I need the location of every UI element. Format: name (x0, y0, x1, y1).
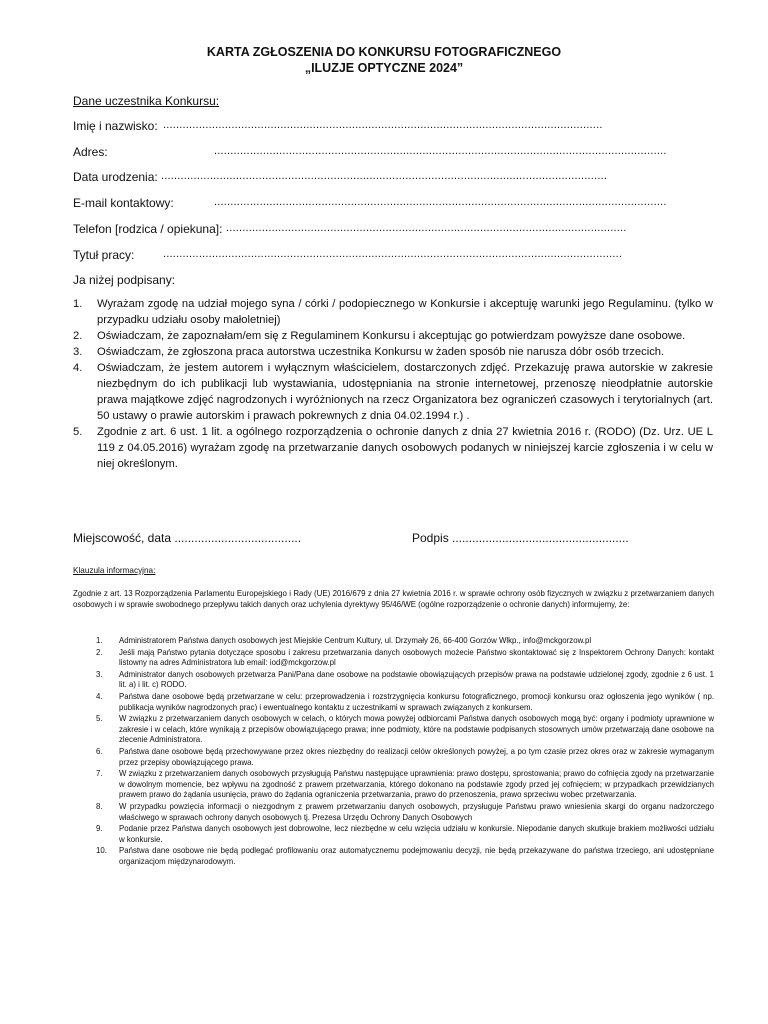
field-full-name-dots: ....................................................................................................................................... (163, 119, 603, 131)
field-work-title-label: Tytuł pracy: (73, 248, 135, 262)
signature-field[interactable]: Podpis ..................................................... (412, 531, 629, 545)
field-email-label: E-mail kontaktowy: (73, 196, 174, 210)
field-birth-date-dots: ......................................................................................................................................... (161, 170, 608, 182)
info-clause-title: Klauzula informacyjna: (73, 566, 156, 575)
info-clause-item: 1. Administratorem Państwa danych osobowych jest Miejskie Centrum Kultury, ul. Drzymały 26, 66-400 Gorzów Wlkp., info@mckgorzow.pl (96, 636, 592, 645)
field-full-name-label: Imię i nazwisko: (73, 119, 158, 133)
info-clause-item: 7. W związku z przetwarzaniem danych osobowych przysługują Państwu następujące uprawnienia: prawo dostępu, sprostowania; prawo do cofnięcia zgody na przetwarzanie w dowolnym momencie, bez wpływu na zgodność z prawem przetwarzania, którego dokonano na podstawie zgody przed jej cofnięciem; w przypadkach przewidzianych prawem prawo do żądania usunięcia, prawo do żądania ograniczenia przetwarzania, prawo do przenoszenia, prawo sprzeciwu wobec przetwarzania. (96, 769, 714, 800)
undersigned-intro: Ja niżej podpisany: (73, 273, 176, 287)
declarations-list (73, 296, 713, 472)
field-address-dots: ........................................................................................................................................... (214, 145, 667, 157)
place-date-field[interactable]: Miejscowość, data ...................................... (73, 531, 302, 545)
field-full-name[interactable] (73, 119, 603, 133)
field-work-title[interactable] (73, 248, 623, 262)
form-title-line1: KARTA ZGŁOSZENIA DO KONKURSU FOTOGRAFICZNEGO (206, 45, 562, 59)
declaration-item: 1. Wyrażam zgodę na udział mojego syna / córki / podopiecznego w Konkursie i akceptuję warunki jego Regulaminu. (tylko w przypadku udziału osoby małoletniej) (73, 298, 713, 326)
field-address[interactable] (73, 145, 667, 159)
field-phone-dots: ........................................................................................................................... (226, 222, 627, 234)
declaration-item: 2. Oświadczam, że zapoznałam/em się z Regulaminem Konkursu i akceptując go potwierdzam powyższe dane osobowe. (73, 330, 686, 342)
field-birth-date-label: Data urodzenia: (73, 170, 158, 184)
info-clause-item: 2. Jeśli mają Państwo pytania dotyczące sposobu i zakresu przetwarzania danych osobowych możecie Państwo skontaktować się z Inspektorem Ochrony Danych: kontakt listowny na adres Administratora lub email: iod@mckgorzow.pl (96, 647, 714, 668)
field-address-label: Adres: (73, 145, 108, 159)
field-email-dots: ........................................................................................................................................... (214, 196, 667, 208)
info-clause-item: 6. Państwa dane osobowe będą przechowywane przez okres niezbędny do realizacji celów określonych powyżej, a po tym czasie przez okres oraz w zakresie wymaganym przez przepisy obowiązującego prawa. (96, 746, 714, 767)
participant-data-heading: Dane uczestnika Konkursu: (73, 94, 220, 108)
info-clause-list (73, 636, 714, 868)
info-clause-item: 10. Państwa dane osobowe nie będą podlegać profilowaniu oraz automatycznemu podejmowaniu decyzji, nie będą przekazywane do państwa trzeciego, ani udostępniane organizacjom międzynarodowym. (96, 846, 714, 866)
field-birth-date[interactable] (73, 170, 608, 184)
info-clause-intro: Zgodnie z art. 13 Rozporządzenia Parlamentu Europejskiego i Rady (UE) 2016/679 z dnia 27 kwietnia 2016 r. w sprawie ochrony osób fizycznych w związku z przetwarzaniem danych osobowych i w sprawie swobodnego przepływu takich danych oraz uchylenia dyrektywy 95/46/WE (ogólne rozporządzenie o ochronie danych) informujemy, że: (73, 589, 714, 609)
field-phone[interactable] (73, 222, 627, 236)
field-work-title-dots: ............................................................................................................................................. (163, 248, 623, 260)
form-title-line2: „ILUZJE OPTYCZNE 2024” (304, 61, 464, 75)
declaration-item: 5. Zgodnie z art. 6 ust. 1 lit. a ogólnego rozporządzenia o ochronie danych z dnia 27 kwietnia 2016 r. (RODO) (Dz. Urz. UE L 119 z 04.05.2016) wyrażam zgodę na przetwarzanie danych osobowych podanych w niniejszej karcie zgłoszenia i w celu w niej określonym. (73, 426, 713, 470)
declaration-item: 4. Oświadczam, że jestem autorem i wyłącznym właścicielem, dostarczonych zdjęć. Przekazuję prawa autorskie w zakresie niezbędnym do ich publikacji lub wystawiania, udostępniania na stronie internetowej, przenoszę nieodpłatnie autorskie prawa majątkowe zdjęć nagrodzonych i wyróżnionych na rzecz Organizatora bez ograniczeń czasowych i terytorialnych (art. 50 ustawy o prawie autorskim i prawach pokrewnych z dnia 04.02.1994 r.) . (73, 362, 713, 422)
field-phone-label: Telefon [rodzica / opiekuna]: (73, 222, 223, 236)
info-clause-item: 9. Podanie przez Państwa danych osobowych jest dobrowolne, lecz niezbędne w celu wzięcia udziału w konkursie. Niepodanie danych skutkuje brakiem możliwości udziału w konkursie. (96, 824, 714, 844)
info-clause-item: 3. Administrator danych osobowych przetwarza Pani/Pana dane osobowe na podstawie obowiązujących przepisów prawa na podstawie udzielonej zgody, zgodnie z 6 ust. 1 lit. a) i lit. c) RODO. (96, 669, 714, 690)
info-clause-item: 8. W przypadku powzięcia informacji o niezgodnym z prawem przetwarzaniu danych osobowych, przysługuje Państwu prawo wniesienia skargi do organu nadzorczego właściwego w sprawach ochrony danych osobowych tj. Prezesa Urzędu Ochrony Danych Osobowych (96, 801, 714, 822)
field-email[interactable] (73, 196, 667, 210)
info-clause-item: 5. W związku z przetwarzaniem danych osobowych w celach, o których mowa powyżej odbiorcami Państwa danych osobowych mogą być: organy i podmioty uprawnione w zakresie i w celach, które wynikają z przepisów obowiązującego prawa; inne podmioty, które na podstawie podpisanych stosownych umów przetwarzają dane osobowe na zlecenie Administratora. (96, 714, 714, 745)
info-clause-item: 4. Państwa dane osobowe będą przetwarzane w celu: przeprowadzenia i rozstrzygnięcia konkursu fotograficznego, promocji konkursu oraz ogłoszenia jego wyników ( np. publikacja wyników nagrodzonych prac) i ewentualnego kontaktu z uczestnikami w sprawach związanych z konkursem. (96, 691, 714, 712)
declaration-item: 3. Oświadczam, że zgłoszona praca autorstwa uczestnika Konkursu w żaden sposób nie narusza dóbr osób trzecich. (73, 346, 665, 358)
